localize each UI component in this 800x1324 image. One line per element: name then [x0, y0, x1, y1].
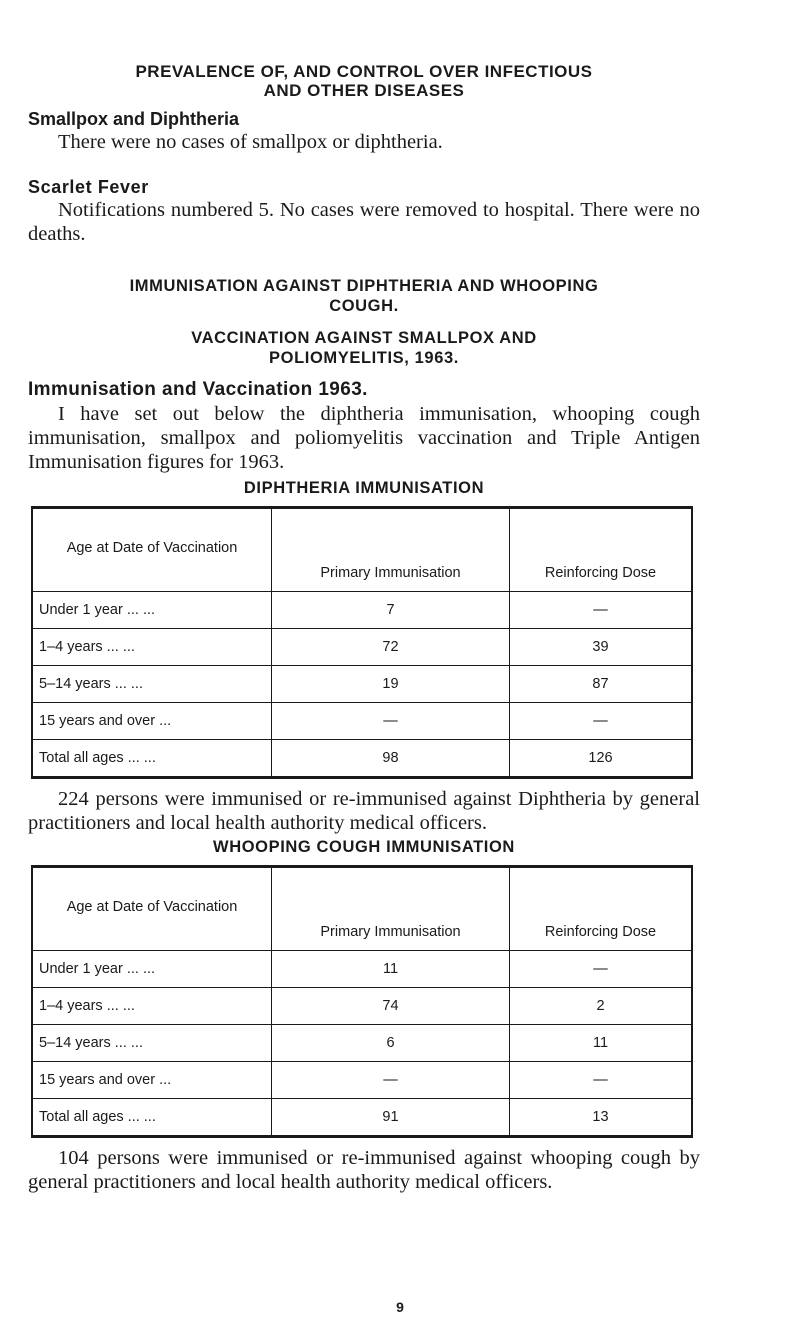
reinforcing-value: — [510, 703, 693, 740]
reinforcing-value: 2 [510, 988, 693, 1025]
reinforcing-value: — [510, 1062, 693, 1099]
scarlet-fever-section [28, 176, 700, 246]
row-age-label: Under 1 year ... ... [32, 592, 272, 629]
scarlet-fever-heading: Scarlet Fever [28, 177, 149, 197]
scarlet-fever-text: Notifications numbered 5. No cases were removed to hospital. There were no deaths. [28, 199, 700, 245]
row-age-label: 1–4 years ... ... [32, 988, 272, 1025]
column-header-primary: Primary Immunisation [272, 508, 510, 592]
page-title-line-2: AND OTHER DISEASES [263, 81, 465, 100]
primary-value: 6 [272, 1025, 510, 1062]
diphtheria-table-caption: DIPHTHERIA IMMUNISATION [243, 479, 485, 497]
immunisation-vaccination-heading: Immunisation and Vaccination 1963. [28, 379, 368, 400]
row-age-label: Total all ages ... ... [32, 1099, 272, 1137]
row-age-label: 5–14 years ... ... [32, 1025, 272, 1062]
smallpox-text: There were no cases of smallpox or diphtheria. [58, 131, 443, 153]
table-row [32, 592, 692, 629]
immunisation-heading-line-2: COUGH. [329, 297, 399, 315]
reinforcing-value: 13 [510, 1099, 693, 1137]
table-header-row [32, 508, 692, 592]
immunisation-vaccination-section [28, 378, 700, 474]
row-age-label: 5–14 years ... ... [32, 666, 272, 703]
vaccination-heading [28, 328, 700, 368]
column-header-reinforcing: Reinforcing Dose [510, 867, 693, 951]
page-title [28, 62, 700, 100]
reinforcing-value: 39 [510, 629, 693, 666]
smallpox-section [28, 108, 700, 154]
reinforcing-value: 11 [510, 1025, 693, 1062]
page-number: 9 [396, 1299, 404, 1315]
column-header-reinforcing: Reinforcing Dose [510, 508, 693, 592]
whooping-note: 104 persons were immunised or re-immunised against whooping cough by general practitioners and local health authority medical officers. [28, 1147, 700, 1193]
immunisation-vaccination-text: I have set out below the diphtheria immunisation, whooping cough immunisation, smallpox and poliomyelitis vaccination and Triple Antigen Immunisation figures for 1963. [28, 403, 700, 473]
column-header-age: Age at Date of Vaccination [32, 508, 272, 592]
diphtheria-note: 224 persons were immunised or re-immunised against Diphtheria by general practitioners and local health authority medical officers. [28, 788, 700, 834]
row-age-label: 15 years and over ... [32, 703, 272, 740]
immunisation-heading [28, 276, 700, 316]
row-age-label: 15 years and over ... [32, 1062, 272, 1099]
primary-value: 72 [272, 629, 510, 666]
vaccination-heading-line-2: POLIOMYELITIS, 1963. [269, 349, 459, 367]
diphtheria-immunisation-table [31, 506, 693, 779]
page-title-line-1: PREVALENCE OF, AND CONTROL OVER INFECTIOUS [135, 62, 593, 81]
reinforcing-value: — [510, 592, 693, 629]
whooping-table-caption: WHOOPING COUGH IMMUNISATION [213, 838, 515, 856]
row-age-label: 1–4 years ... ... [32, 629, 272, 666]
primary-value: 74 [272, 988, 510, 1025]
table-row [32, 988, 692, 1025]
primary-value: 19 [272, 666, 510, 703]
document-page [28, 62, 700, 1194]
table-row [32, 629, 692, 666]
column-header-age: Age at Date of Vaccination [32, 867, 272, 951]
smallpox-heading: Smallpox and Diphtheria [28, 109, 240, 129]
table-row [32, 666, 692, 703]
primary-value: 7 [272, 592, 510, 629]
table-header-row [32, 867, 692, 951]
primary-value: 11 [272, 951, 510, 988]
table-row [32, 703, 692, 740]
primary-value: 91 [272, 1099, 510, 1137]
primary-value: — [272, 703, 510, 740]
table-row [32, 1025, 692, 1062]
primary-value: — [272, 1062, 510, 1099]
immunisation-heading-line-1: IMMUNISATION AGAINST DIPHTHERIA AND WHOOPING [129, 277, 599, 295]
whooping-cough-immunisation-table [31, 865, 693, 1138]
table-row-total [32, 740, 692, 778]
primary-value: 98 [272, 740, 510, 778]
vaccination-heading-line-1: VACCINATION AGAINST SMALLPOX AND [191, 329, 537, 347]
row-age-label: Under 1 year ... ... [32, 951, 272, 988]
column-header-primary: Primary Immunisation [272, 867, 510, 951]
reinforcing-value: 126 [510, 740, 693, 778]
table-row [32, 951, 692, 988]
table-row-total [32, 1099, 692, 1137]
reinforcing-value: 87 [510, 666, 693, 703]
table-row [32, 1062, 692, 1099]
reinforcing-value: — [510, 951, 693, 988]
row-age-label: Total all ages ... ... [32, 740, 272, 778]
